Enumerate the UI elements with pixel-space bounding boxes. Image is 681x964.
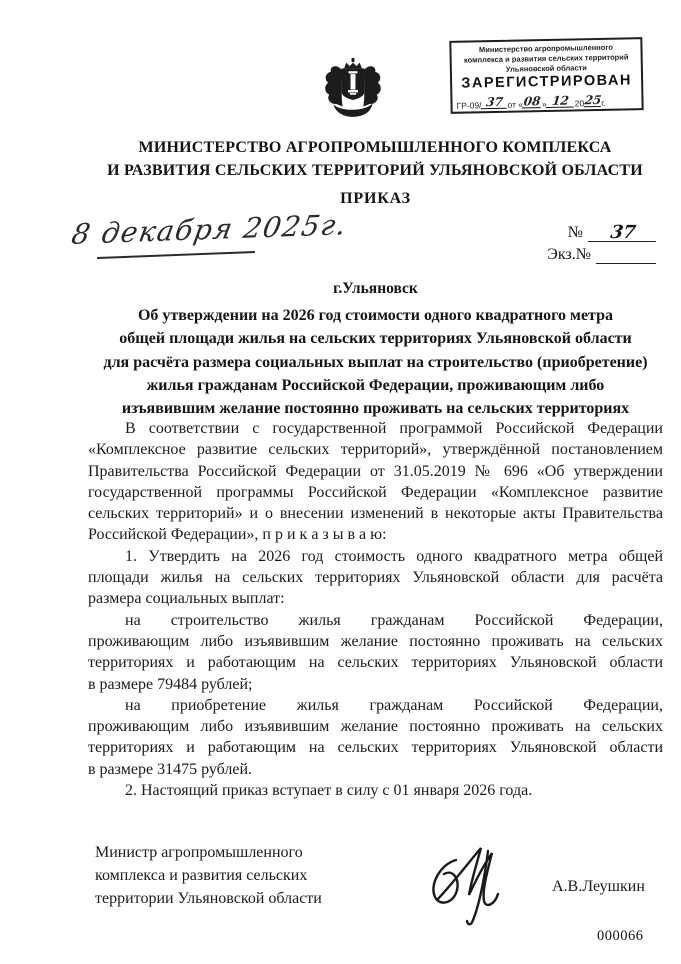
stamp-form-close-quote: » [541, 98, 547, 109]
signer-position-line: Министр агропромышленного [95, 844, 303, 861]
body-text-line: Российской Федерации», п р и к а з ы в а ю: [88, 526, 387, 544]
stamp-handwritten-day: 08 [523, 94, 542, 109]
handwritten-date-underline [97, 251, 255, 259]
ulyanovsk-coat-of-arms-icon [322, 58, 384, 122]
copy-number-label: Экз.№ [547, 246, 591, 263]
body-text-line: 2. Настоящий приказ вступает в силу с 01 января 2026 года. [125, 782, 533, 800]
handwritten-signature-icon [425, 840, 517, 942]
doc-type-title: ПРИКАЗ [340, 190, 411, 207]
body-text-line: территориях и работающим на сельских территориях Ульяновской области [88, 654, 663, 672]
order-title-line: Об утверждении на 2026 год стоимости одного квадратного метра [137, 307, 613, 324]
document-number-block [547, 221, 657, 268]
body-text-line: проживающим либо изъявившим желание постоянно проживать на сельских [88, 632, 663, 650]
signer-position-line: комплекса и развития сельских [95, 867, 308, 884]
document-number-row [567, 221, 657, 243]
ministry-name-line: И РАЗВИТИЯ СЕЛЬСКИХ ТЕРРИТОРИЙ УЛЬЯНОВСКОЙ ОБЛАСТИ [107, 161, 643, 179]
body-text-line: государственной программы Российской Федерации «Комплексное развитие [88, 483, 663, 501]
body-text-line: «Комплексное развитие сельских территорий», утверждённой постановлением [88, 441, 663, 459]
ministry-name-line: МИНИСТЕРСТВО АГРОПРОМЫШЛЕННОГО КОМПЛЕКСА [138, 139, 612, 156]
stamp-org-line: комплекса и развития сельских территорий [463, 52, 629, 65]
body-text-line: проживающим либо изъявившим желание постоянно проживать на сельских [88, 718, 663, 736]
body-text-line: 1. Утвердить на 2026 год стоимость одного квадратного метра общей [125, 547, 663, 565]
body-text-line: на приобретение жилья гражданам Российской Федерации, [125, 696, 663, 714]
body-text-line: сельских территорий» и о внесении изменений в некоторые акты Правительства [88, 505, 663, 523]
body-text-line: Правительства Российской Федерации от 31.05.2019 № 696 «Об утверждении [88, 462, 663, 480]
page-number: 000066 [597, 928, 644, 944]
signer-position [95, 841, 345, 910]
copy-number-blank [596, 249, 658, 264]
copy-number-row [547, 246, 657, 264]
order-title-line: жилья гражданам Российской Федерации, проживающим либо [146, 376, 605, 394]
stamp-form-year-suffix: г. [601, 97, 606, 108]
order-title-line: общей площади жилья на сельских территориях Ульяновской области [119, 330, 632, 348]
stamp-form-prefix: ГР-09/ [456, 99, 482, 111]
body-text-line: территориях и работающим на сельских территориях Ульяновской области [88, 739, 663, 757]
order-title-line: для расчёта размера социальных выплат на строительство (приобретение) [103, 353, 648, 371]
order-title [88, 304, 663, 420]
number-label: № [567, 224, 583, 241]
order-body [88, 418, 663, 801]
body-text-line: на строительство жилья гражданам Российской Федерации, [125, 611, 663, 629]
registration-stamp [449, 37, 643, 114]
body-text-line: в размере 79484 рублей; [88, 675, 253, 693]
place-line: г.Ульяновск [333, 280, 418, 297]
stamp-form-year-prefix: 20 [574, 97, 585, 109]
signer-position-line: территории Ульяновской области [95, 890, 322, 907]
body-text-line: В соответствии с государственной программой Российской Федерации [125, 420, 663, 437]
body-text-line: в размере 31475 рублей. [88, 760, 253, 778]
stamp-form-ot: от « [507, 99, 524, 110]
order-title-line: изъявившим желание постоянно проживать на сельских территориях [121, 400, 630, 418]
stamp-form-line [456, 93, 637, 109]
handwritten-document-number: 37 [588, 225, 658, 242]
body-text-line: размера социальных выплат: [88, 590, 285, 608]
stamp-organization-text [455, 42, 637, 75]
body-text-line: площади жилья на сельских территориях Ульяновской области для расчёта [88, 569, 663, 587]
handwritten-date: 8 декабря 2025г. [69, 208, 351, 251]
stamp-org-line: Министерство агропромышленного [478, 42, 614, 55]
stamp-handwritten-month: 12 [546, 95, 576, 109]
stamp-registered-label: ЗАРЕГИСТРИРОВАН [461, 72, 633, 92]
stamp-org-line: Ульяновской области [505, 62, 587, 74]
stamp-handwritten-number: 37 [481, 96, 509, 110]
signer-name: А.В.Леушкин [552, 878, 645, 895]
ministry-name [75, 137, 675, 182]
stamp-handwritten-year: 25 [583, 93, 602, 108]
